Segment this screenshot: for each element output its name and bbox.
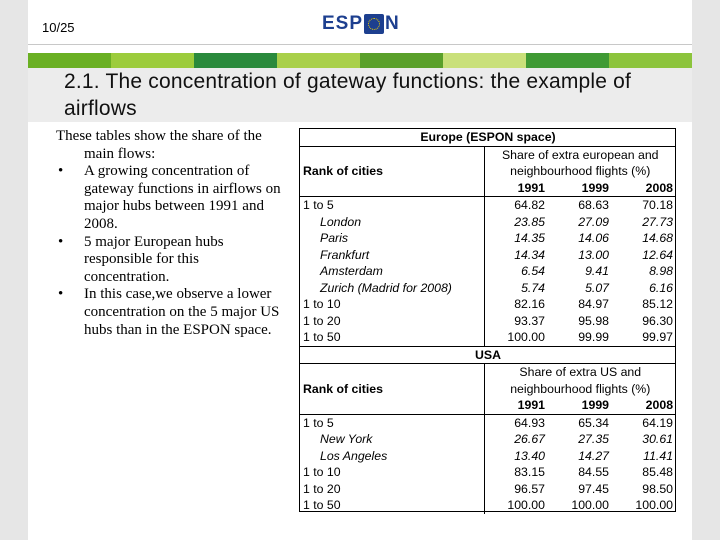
cell-value: 14.68 <box>642 231 673 246</box>
table-row <box>300 414 676 431</box>
cell-value: 27.09 <box>578 214 609 229</box>
year-2008: 2008 <box>612 397 676 414</box>
usa-table-body <box>300 414 676 514</box>
row-label: Zurich (Madrid for 2008) <box>320 280 452 295</box>
cell-value: 95.98 <box>578 313 609 328</box>
color-bar-segment <box>277 53 360 68</box>
table-row <box>300 263 676 280</box>
cell-value: 84.55 <box>578 465 609 480</box>
year-2008: 2008 <box>612 180 676 197</box>
cell-value: 6.54 <box>484 263 548 280</box>
table-row <box>300 214 676 231</box>
bullet-text-2: 5 major European hubs responsible for this concentration. <box>84 233 224 285</box>
bullet-marker: • <box>58 163 64 180</box>
cell-value: 8.98 <box>649 264 673 279</box>
cell-value: 64.82 <box>484 197 548 214</box>
cell-value: 26.67 <box>484 431 548 448</box>
cell-value: 13.00 <box>578 247 609 262</box>
slide-title: 2.1. The concentration of gateway functions: the example of airflows <box>64 70 632 120</box>
row-label: Los Angeles <box>320 448 388 463</box>
cell-value: 65.34 <box>578 415 609 430</box>
cell-value: 14.34 <box>484 247 548 264</box>
table-row <box>300 230 676 247</box>
color-bar-segment <box>526 53 609 68</box>
intro-text: These tables show the share of the main flows: <box>56 128 262 162</box>
cell-value: 64.93 <box>484 414 548 431</box>
cell-value: 6.16 <box>649 280 673 295</box>
row-label: Frankfurt <box>320 247 370 262</box>
cell-value: 68.63 <box>578 198 609 213</box>
bullet-text-3: In this case,we observe a lower concentration on the 5 major US hubs than in the ESPON space. <box>84 286 280 338</box>
row-label: New York <box>320 432 373 447</box>
table-row <box>300 431 676 448</box>
cell-value: 14.27 <box>578 448 609 463</box>
row-label: 1 to 5 <box>303 415 334 430</box>
cell-value: 64.19 <box>642 415 674 430</box>
table-row <box>300 296 676 313</box>
bullet-marker: • <box>58 233 64 250</box>
cell-value: 100.00 <box>571 498 609 513</box>
row-label: 1 to 20 <box>303 313 341 328</box>
europe-heading: Europe (ESPON space) <box>300 129 676 146</box>
cell-value: 5.74 <box>484 280 548 297</box>
header-divider <box>28 44 692 45</box>
cell-value: 100.00 <box>484 497 548 514</box>
cell-value: 13.40 <box>484 448 548 465</box>
table-row <box>300 464 676 481</box>
bullet-marker: • <box>58 286 64 303</box>
year-1991: 1991 <box>484 397 548 414</box>
cell-value: 30.61 <box>642 432 674 447</box>
year-1999: 1999 <box>548 180 612 197</box>
usa-heading: USA <box>300 347 676 364</box>
color-bar-segment <box>194 53 277 68</box>
bullet-item <box>56 286 284 339</box>
row-label: 1 to 10 <box>303 465 341 480</box>
cell-value: 100.00 <box>484 329 548 346</box>
bullet-text-1: A growing concentration of gateway functions in airflows on major hubs between 1991 and 2008. <box>84 163 281 232</box>
cell-value: 27.35 <box>578 432 609 447</box>
color-bar-segment <box>443 53 526 68</box>
table-row <box>300 329 676 346</box>
cell-value: 14.06 <box>578 231 609 246</box>
row-label: Amsterdam <box>320 264 383 279</box>
left-margin-strip <box>0 0 28 540</box>
logo-text-left: ESP <box>322 13 364 34</box>
cell-value: 99.99 <box>548 329 612 346</box>
color-bar <box>28 53 692 68</box>
row-label: Paris <box>320 231 349 246</box>
right-margin-strip <box>692 0 720 540</box>
cell-value: 85.12 <box>642 297 673 312</box>
usa-table <box>300 347 676 514</box>
bullet-text <box>56 128 284 339</box>
usa-share-label: Share of extra US and neighbourhood flights (%) <box>484 364 676 398</box>
cell-value: 97.45 <box>578 481 609 496</box>
table-row <box>300 313 676 330</box>
table-row <box>300 481 676 498</box>
color-bar-segment <box>609 53 692 68</box>
year-1999: 1999 <box>548 397 612 414</box>
table-row <box>300 497 676 514</box>
logo-text-right: N <box>385 13 400 34</box>
europe-table <box>300 129 676 347</box>
cell-value: 99.97 <box>612 329 676 346</box>
page-number: 10/25 <box>42 20 75 35</box>
row-label: London <box>320 214 362 229</box>
cell-value: 84.97 <box>578 297 609 312</box>
cell-value: 100.00 <box>635 498 674 513</box>
cell-value: 82.16 <box>484 296 548 313</box>
color-bar-segment <box>28 53 111 68</box>
cell-value: 70.18 <box>642 198 673 213</box>
row-label: 1 to 50 <box>300 329 484 346</box>
cell-value: 85.48 <box>642 465 674 480</box>
usa-rank-label: Rank of cities <box>300 364 484 415</box>
year-1991: 1991 <box>484 180 548 197</box>
table-row <box>300 247 676 264</box>
cell-value: 11.41 <box>643 448 674 463</box>
color-bar-segment <box>360 53 443 68</box>
cell-value: 93.37 <box>484 313 548 330</box>
cell-value: 12.64 <box>642 247 673 262</box>
cell-value: 96.30 <box>642 313 673 328</box>
table-row <box>300 197 676 214</box>
flights-share-tables <box>299 128 676 512</box>
bullet-item <box>56 163 284 233</box>
europe-rank-label: Rank of cities <box>300 146 484 197</box>
cell-value: 5.07 <box>585 280 609 295</box>
row-label: 1 to 5 <box>303 198 334 213</box>
cell-value: 83.15 <box>484 464 548 481</box>
table-row <box>300 448 676 465</box>
eu-stars-icon <box>364 14 384 34</box>
espon-logo <box>322 12 400 36</box>
table-row <box>300 280 676 297</box>
bullet-item <box>56 234 284 287</box>
row-label: 1 to 20 <box>303 481 341 496</box>
row-label: 1 to 10 <box>303 297 341 312</box>
color-bar-segment <box>111 53 194 68</box>
cell-value: 27.73 <box>642 214 673 229</box>
cell-value: 96.57 <box>484 481 548 498</box>
cell-value: 9.41 <box>585 264 609 279</box>
europe-share-label: Share of extra european and neighbourhood flights (%) <box>484 146 676 180</box>
row-label: 1 to 50 <box>303 498 341 513</box>
europe-table-body <box>300 197 676 347</box>
cell-value: 98.50 <box>642 481 674 496</box>
europe-heading-row <box>300 129 676 146</box>
usa-heading-row <box>300 347 676 364</box>
cell-value: 23.85 <box>484 214 548 231</box>
cell-value: 14.35 <box>484 230 548 247</box>
